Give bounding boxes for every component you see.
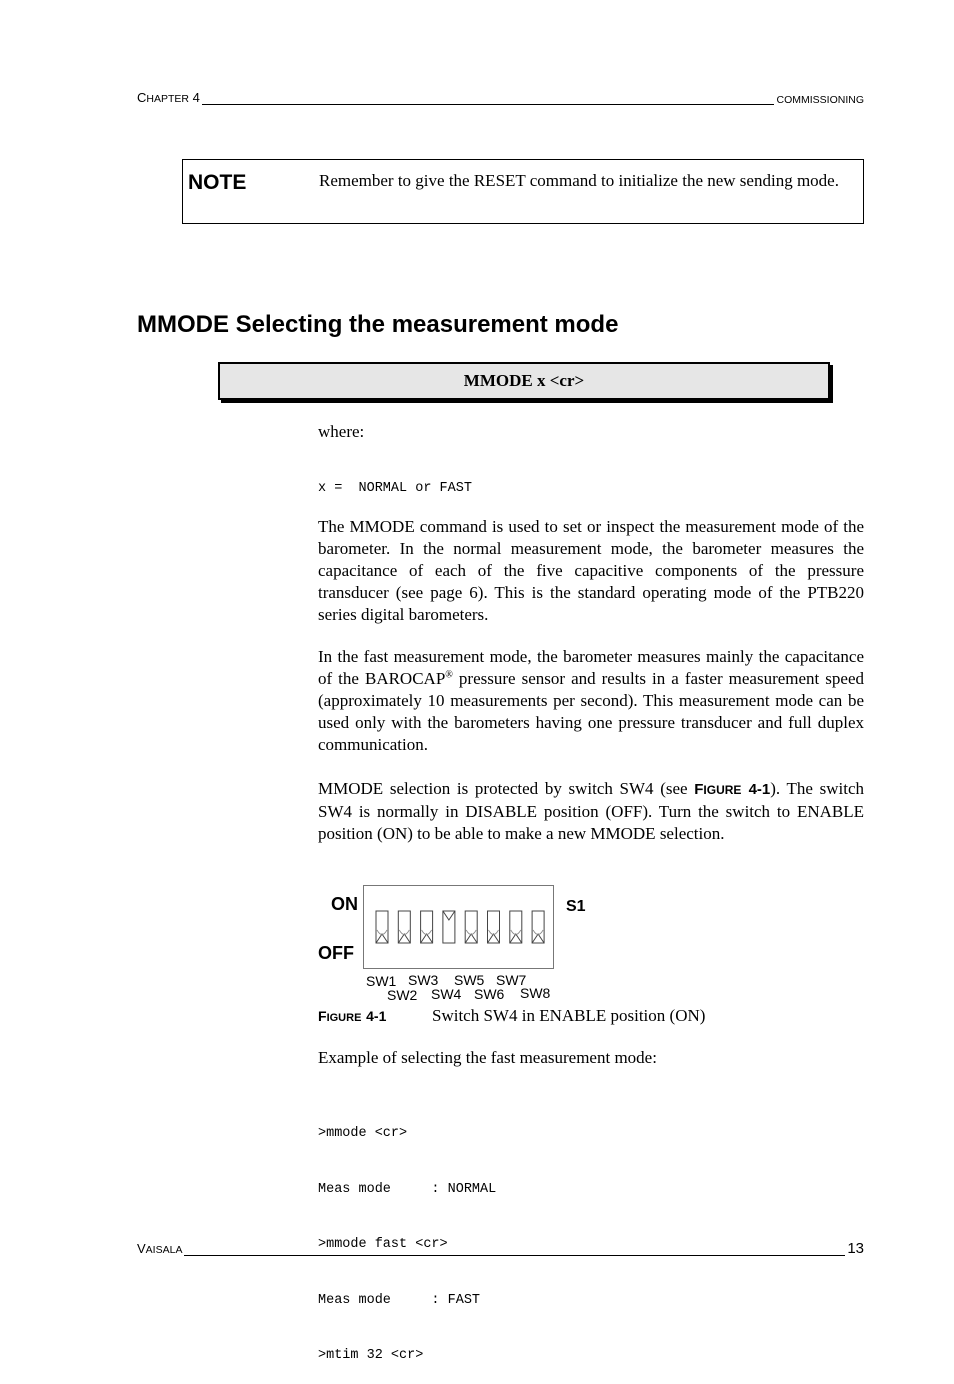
parameter-line: x = NORMAL or FAST	[318, 481, 472, 496]
code-line: >mmode <cr>	[318, 1126, 408, 1141]
example-intro: Example of selecting the fast measurement mode:	[318, 1048, 657, 1067]
company-name: VAISALA	[137, 1241, 183, 1256]
off-label: OFF	[318, 943, 354, 963]
code-line: >mmode fast <cr>	[318, 1237, 448, 1252]
section-label: COMMISSIONING	[776, 94, 864, 106]
paragraph-switch-protection: MMODE selection is protected by switch SW4 (see FIGURE 4-1). The switch SW4 is normally in DISABLE position (OFF). Turn the switch to ENABLE position (ON) to be able to make a new MMODE selection.	[318, 779, 864, 843]
figure-caption-label: FIGURE 4-1	[318, 1008, 387, 1024]
dip-switch-block	[363, 885, 554, 969]
switch-label-sw2: SW2	[387, 987, 418, 1003]
header-rule	[137, 104, 864, 105]
paragraph-fast-mode: In the fast measurement mode, the barometer measures mainly the capacitance of the BAROCAP® pressure sensor and results in a faster measurement speed (approximately 10 measurements per second). This measurement mode can be used only with the barometers having one pressure transducer and full duplex communication.	[318, 647, 865, 754]
where-label: where:	[318, 422, 365, 441]
switch-label-sw1: SW1	[366, 973, 397, 989]
dip-switch-2	[398, 911, 410, 943]
section-title: MMODE Selecting the measurement mode	[137, 311, 619, 338]
note-text: Remember to give the RESET command to initialize the new sending mode.	[319, 171, 839, 190]
s1-label: S1	[566, 898, 586, 915]
page-header	[137, 90, 864, 110]
switch-label-sw7: SW7	[496, 972, 527, 988]
example-code-block	[318, 1088, 496, 1384]
switch-label-sw4: SW4	[431, 986, 462, 1002]
dip-switch-drawing	[364, 886, 553, 968]
code-line: Meas mode : NORMAL	[318, 1181, 497, 1197]
switch-label-sw6: SW6	[474, 986, 505, 1002]
on-label: ON	[331, 894, 358, 914]
dip-switch-5	[465, 911, 477, 943]
dip-switch-8	[532, 911, 544, 943]
command-syntax-box: MMODE x <cr>	[218, 362, 830, 400]
dip-switch-6	[488, 911, 500, 943]
figure-caption-text: Switch SW4 in ENABLE position (ON)	[432, 1006, 706, 1025]
figure-caption	[318, 1006, 864, 1026]
switch-label-sw5: SW5	[454, 972, 485, 988]
switch-label-sw3: SW3	[408, 972, 439, 988]
dip-switch-1	[376, 911, 388, 943]
dip-switch-3	[421, 911, 433, 943]
code-line: >mtim 32 <cr>	[318, 1348, 424, 1363]
figure-reference: FIGURE 4-1	[694, 781, 771, 798]
switch-label-sw8: SW8	[520, 985, 551, 1001]
paragraph-mmode-description: The MMODE command is used to set or inspect the measurement mode of the barometer. In the normal measurement mode, the barometer measures the capacitance of each of the five capacitive components of the pressure transducer (see page 6). This is the standard operating mode of the PTB220 series digital barometers.	[318, 517, 864, 624]
chapter-label: CHAPTER 4	[137, 90, 200, 105]
dip-switch-7	[510, 911, 522, 943]
note-label: NOTE	[188, 171, 247, 194]
footer-rule	[137, 1255, 864, 1256]
page-footer	[137, 1240, 864, 1260]
note-box	[182, 159, 864, 224]
dip-switch-4	[443, 911, 455, 943]
page-number: 13	[847, 1240, 864, 1257]
code-line: Meas mode : FAST	[318, 1292, 481, 1308]
registered-mark: ®	[445, 669, 453, 681]
